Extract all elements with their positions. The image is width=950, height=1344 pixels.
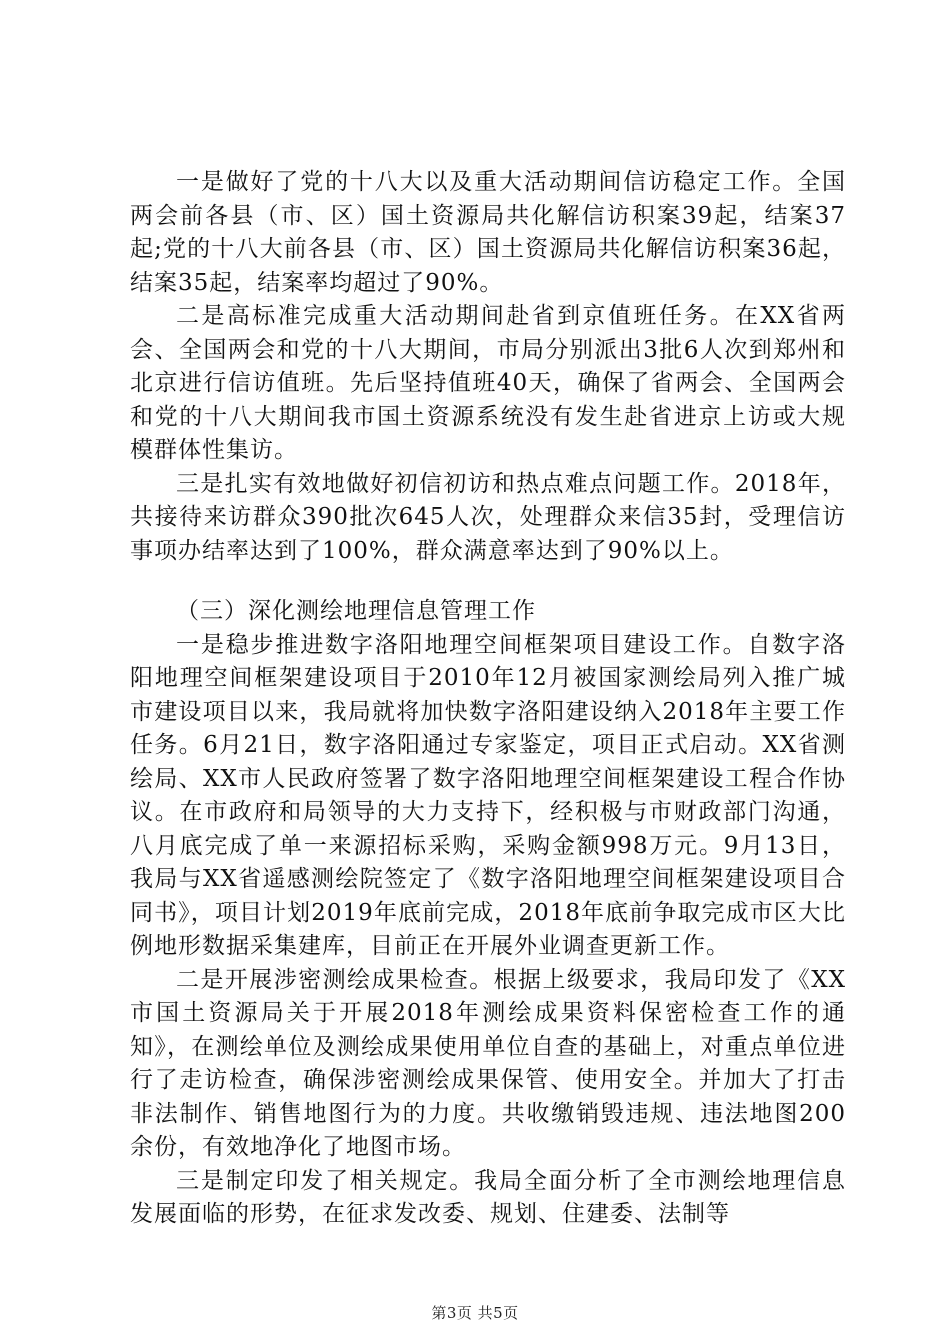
document-body — [130, 166, 846, 1232]
paragraph-duty-assignment: 二是高标准完成重大活动期间赴省到京值班任务。在XX省两会、全国两会和党的十八大期间，市局分别派出3批6人次到郑州和北京进行信访值班。先后坚持值班40天，确保了省两会、全国两会和党的十八大期间我市国土资源系统没有发生赴省进京上访或大规模群体性集访。 — [130, 303, 846, 463]
paragraph-classified-inspection: 二是开展涉密测绘成果检查。根据上级要求，我局印发了《XX市国土资源局关于开展2018年测绘成果资料保密检查工作的通知》，在测绘单位及测绘成果使用单位自查的基础上，对重点单位进行了走访检查，确保涉密测绘成果保管、使用安全。并加大了打击非法制作、销售地图行为的力度。共收缴销毁违规、违法地图200余份，有效地净化了地图市场。 — [130, 966, 846, 1160]
paragraph-regulations: 三是制定印发了相关规定。我局全面分析了全市测绘地理信息发展面临的形势，在征求发改委、规划、住建委、法制等 — [130, 1167, 846, 1227]
paragraph-petition-stability: 一是做好了党的十八大以及重大活动期间信访稳定工作。全国两会前各县（市、区）国土资源局共化解信访积案39起，结案37起;党的十八大前各县（市、区）国土资源局共化解信访积案36起，结案35起，结案率均超过了90%。 — [130, 169, 846, 296]
paragraph-initial-petitions: 三是扎实有效地做好初信初访和热点难点问题工作。2018年，共接待来访群众390批次645人次，处理群众来信35封，受理信访事项办结率达到了100%，群众满意率达到了90%以上。 — [130, 470, 846, 564]
paragraph-digital-luoyang: 一是稳步推进数字洛阳地理空间框架项目建设工作。自数字洛阳地理空间框架建设项目于2010年12月被国家测绘局列入推广城市建设项目以来，我局就将加快数字洛阳建设纳入2018年主要工作任务。6月21日，数字洛阳通过专家鉴定，项目正式启动。XX省测绘局、XX市人民政府签署了数字洛阳地理空间框架建设工程合作协议。在市政府和局领导的大力支持下，经积极与市财政部门沟通，八月底完成了单一来源招标采购，采购金额998万元。9月13日，我局与XX省遥感测绘院签定了《数字洛阳地理空间框架建设项目合同书》，项目计划2019年底前完成，2018年底前争取完成市区大比例地形数据采集建库，目前正在开展外业调查更新工作。 — [130, 631, 846, 959]
page-number-footer: 第3页 共5页 — [431, 1304, 519, 1322]
section-heading-surveying: （三）深化测绘地理信息管理工作 — [176, 598, 536, 624]
